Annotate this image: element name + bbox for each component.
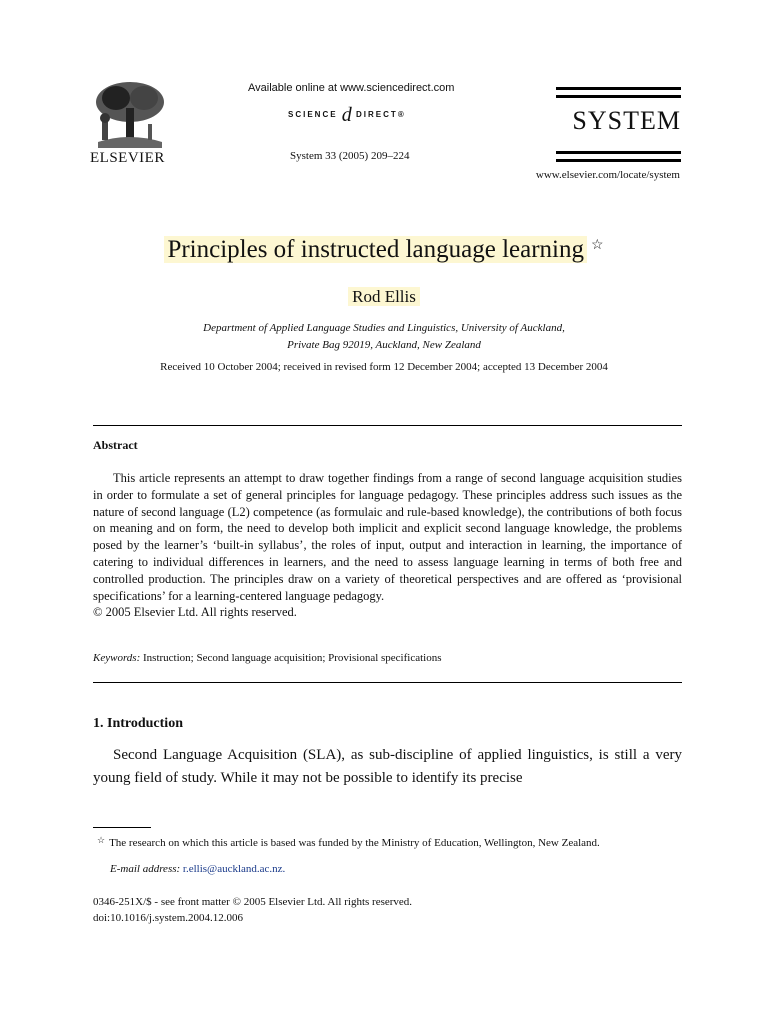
footnote-email bbox=[110, 863, 285, 875]
publisher-name: ELSEVIER bbox=[90, 150, 165, 166]
received-dates: Received 10 October 2004; received in revised form 12 December 2004; accepted 13 December 2004 bbox=[160, 361, 608, 373]
author-name: Rod Ellis bbox=[348, 287, 420, 306]
sciencedirect-mark-icon: d bbox=[341, 104, 352, 126]
sciencedirect-right: DIRECT bbox=[356, 110, 398, 119]
keywords-label: Keywords: bbox=[93, 652, 141, 664]
journal-title: SYSTEM bbox=[572, 106, 681, 135]
imprint bbox=[93, 894, 412, 926]
footnote-funding bbox=[93, 832, 682, 851]
abstract-body bbox=[93, 470, 682, 621]
introduction-text: Second Language Acquisition (SLA), as sub-discipline of applied linguistics, is still a very young field of study. While it may not be possible to identify its precise bbox=[93, 747, 682, 786]
journal-rule-bottom-1 bbox=[556, 151, 681, 154]
sciencedirect-logo bbox=[288, 104, 406, 127]
section-heading: 1. Introduction bbox=[93, 716, 183, 731]
journal-citation: System 33 (2005) 209–224 bbox=[290, 150, 410, 162]
keywords bbox=[93, 652, 441, 664]
imprint-issn: 0346-251X/$ - see front matter © 2005 Elsevier Ltd. All rights reserved. bbox=[93, 896, 413, 908]
affiliation-line-2: Private Bag 92019, Auckland, New Zealand bbox=[287, 339, 481, 351]
title-footnote-star-icon[interactable]: ☆ bbox=[590, 238, 604, 253]
elsevier-tree-logo-icon bbox=[88, 80, 172, 150]
journal-rule-bottom-2 bbox=[556, 159, 681, 162]
abstract-paragraph: This article represents an attempt to draw together findings from a range of second language acquisition studies in order to formulate a set of general principles for language pedagogy. These principles address such issues as the nature of second language (L2) competence (as formulaic and rule-based knowledge), the contributions of both focus on meaning and on form, the need to develop both implicit and explicit second language knowledge, the problems posed by the learner’s ‘built-in syllabus’, the roles of input, output and interaction in learning, the importance of catering to individual differences in learners, and the need to assess language learning in terms of both free and controlled production. The principles draw on a variety of theoretical perspectives and are offered as ‘provisional specifications’ for a learning-centered language pedagogy. bbox=[93, 471, 682, 603]
email-label: E-mail address: bbox=[110, 863, 181, 875]
article-title bbox=[0, 236, 768, 264]
journal-rule-top-2 bbox=[556, 95, 681, 98]
journal-url-link[interactable]: www.elsevier.com/locate/system bbox=[535, 169, 680, 181]
footnote-star-icon: ☆ bbox=[97, 835, 106, 845]
footnote-rule bbox=[93, 827, 151, 828]
imprint-doi[interactable]: doi:10.1016/j.system.2004.12.006 bbox=[93, 912, 244, 924]
available-online-line: Available online at www.sciencedirect.com bbox=[248, 82, 455, 94]
affiliation bbox=[0, 320, 768, 354]
journal-rule-top-1 bbox=[556, 87, 681, 90]
footnote-funding-text: The research on which this article is based was funded by the Ministry of Education, Wellington, New Zealand. bbox=[109, 837, 600, 849]
sciencedirect-left: SCIENCE bbox=[288, 110, 338, 119]
abstract-copyright: © 2005 Elsevier Ltd. All rights reserved. bbox=[93, 605, 297, 620]
registered-mark: ® bbox=[397, 110, 406, 119]
affiliation-line-1: Department of Applied Language Studies and Linguistics, University of Auckland, bbox=[203, 322, 565, 334]
author bbox=[0, 287, 768, 307]
abstract-top-rule bbox=[93, 425, 682, 426]
abstract-bottom-rule bbox=[93, 682, 682, 683]
article-title-text: Principles of instructed language learning bbox=[164, 236, 587, 263]
email-link[interactable]: r.ellis@auckland.ac.nz. bbox=[182, 863, 286, 875]
abstract-heading: Abstract bbox=[93, 438, 138, 452]
keywords-list: Instruction; Second language acquisition; Provisional specifications bbox=[143, 652, 442, 664]
